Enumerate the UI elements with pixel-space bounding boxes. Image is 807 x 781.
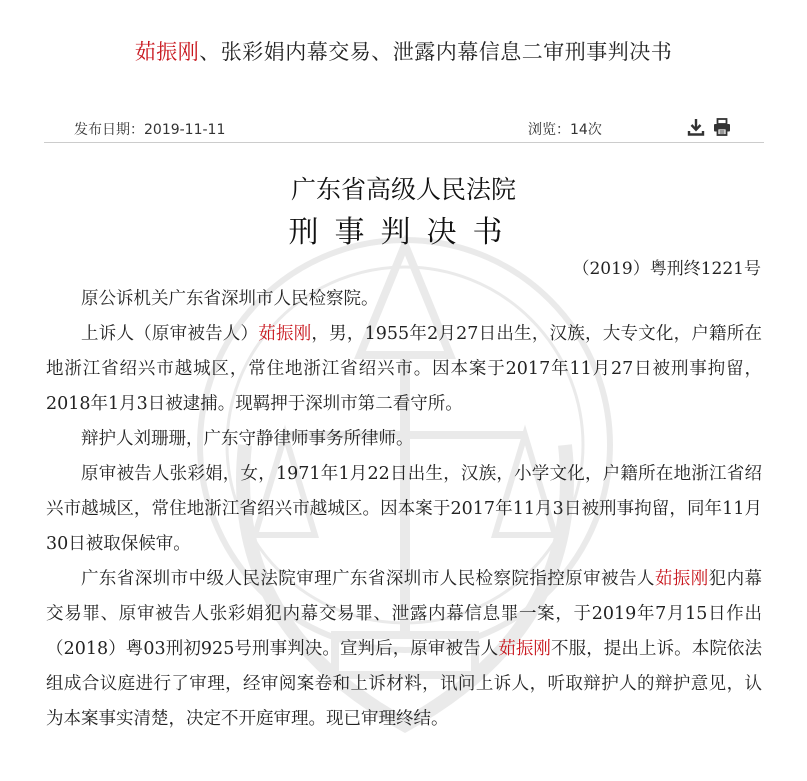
appellant-details: ，男，1955年2月27日出生，汉族，大专文化，户籍所在地浙江省绍兴市越城区，常住地浙江省绍兴市。因本案于2017年11月27日被刑事拘留，2018年1月3日被逮捕。现羁押于深圳市第二看守所。 [46,324,763,414]
publish-date [74,119,225,139]
document-title [0,36,807,66]
document-type: 刑事判决书 [288,215,519,250]
highlighted-name[interactable]: 茹振刚 [498,639,552,659]
publish-date-label: 发布日期： [74,122,144,138]
highlighted-name[interactable]: 茹振刚 [258,324,312,344]
appellant-prefix: 上诉人（原审被告人） [81,324,259,344]
download-icon[interactable] [685,116,707,138]
publish-date-value: 2019-11-11 [144,122,226,138]
meta-bar [44,112,764,143]
title-text: 、张彩娟内幕交易、泄露内幕信息二审刑事判决书 [199,40,673,64]
judgment-body [46,282,762,737]
procedure-text-3: 不服，提出上诉。本院依法组成合议庭进行了审理，经审阅案卷和上诉材料，讯问上诉人，听取辩护人的辩护意见，认为本案事实清楚，决定不开庭审理。现已审理终结。 [46,639,763,729]
paragraph-codefendant: 原审被告人张彩娟，女，1971年1月22日出生，汉族，小学文化，户籍所在地浙江省绍兴市越城区，常住地浙江省绍兴市越城区。因本案于2017年11月3日被刑事拘留，同年11月30日被取保候审。 [46,464,762,554]
highlighted-name[interactable]: 茹振刚 [654,569,709,589]
procedure-text-1: 广东省深圳市中级人民法院审理广东省深圳市人民检察院指控原审被告人 [81,569,655,589]
case-number: （2019）粤刑终1221号 [572,259,761,279]
paragraph-appellant [46,317,762,422]
page-header [0,0,807,104]
view-count-value: 14次 [570,122,602,138]
view-count-label: 浏览： [528,122,570,138]
print-icon[interactable] [711,116,733,138]
paragraph-defender: 辩护人刘珊珊，广东守静律师事务所律师。 [81,429,414,449]
paragraph-procedure [46,562,762,737]
view-count [528,119,602,139]
paragraph-prosecutor: 原公诉机关广东省深圳市人民检察院。 [81,289,379,309]
court-name: 广东省高级人民法院 [290,175,516,204]
highlighted-name[interactable]: 茹振刚 [134,40,200,64]
procedure-text-2: 犯内幕交易罪、原审被告人张彩娟犯内幕交易罪、泄露内幕信息罪一案，于2019年7月15日作出（2018）粤03刑初925号刑事判决。宣判后，原审被告人 [46,569,763,659]
